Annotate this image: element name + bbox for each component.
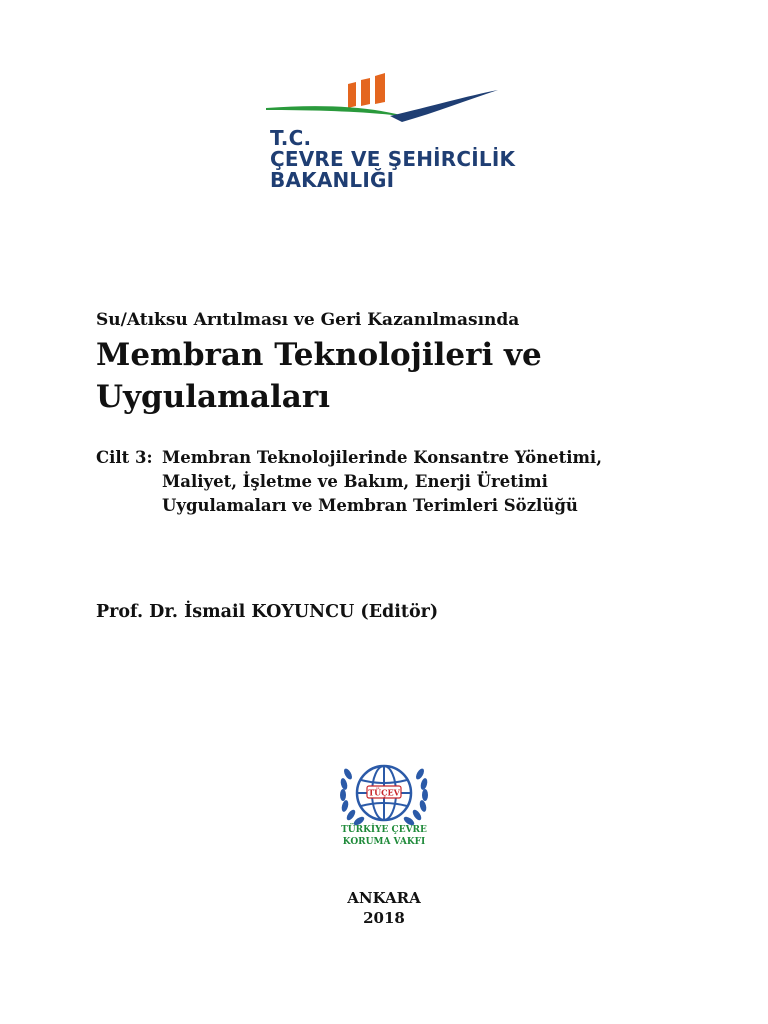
book-title-line-1: Membran Teknolojileri ve — [96, 337, 542, 373]
book-subtitle: Su/Atıksu Arıtılması ve Geri Kazanılmasında — [96, 310, 520, 330]
orange-bar-3 — [375, 73, 385, 104]
foundation-name — [314, 824, 454, 848]
volume-lines — [162, 446, 602, 518]
foundation-badge-text: TÜÇEV — [368, 787, 400, 798]
ministry-line-2: ÇEVRE VE ŞEHİRCİLİK — [270, 147, 516, 171]
volume-line-2: Maliyet, İşletme ve Bakım, Enerji Üretimi — [162, 472, 548, 491]
volume-line-1: Membran Teknolojilerinde Konsantre Yönetimi, — [162, 448, 602, 467]
book-title — [96, 334, 542, 418]
foundation-name-line-2: KORUMA VAKFI — [342, 837, 426, 847]
ministry-line-3: BAKANLIĞI — [270, 168, 395, 192]
imprint-year: 2018 — [363, 909, 405, 927]
volume-line-3: Uygulamaları ve Membran Terimleri Sözlüğü — [162, 496, 578, 515]
green-swoosh — [266, 106, 412, 118]
orange-bar-2 — [361, 78, 370, 106]
ministry-line-1: T.C. — [270, 126, 312, 150]
orange-bar-1 — [348, 82, 356, 108]
imprint — [0, 888, 768, 928]
navy-swoosh — [390, 90, 498, 122]
volume-label: Cilt 3: — [96, 448, 153, 467]
imprint-city: ANKARA — [347, 889, 421, 907]
ministry-emblem-icon — [262, 70, 512, 130]
book-title-line-2: Uygulamaları — [96, 379, 330, 415]
ministry-logo — [262, 70, 516, 200]
foundation-name-line-1: TÜRKİYE ÇEVRE — [341, 825, 427, 835]
editor-name: Prof. Dr. İsmail KOYUNCU (Editör) — [96, 602, 439, 622]
ministry-name — [270, 128, 515, 191]
